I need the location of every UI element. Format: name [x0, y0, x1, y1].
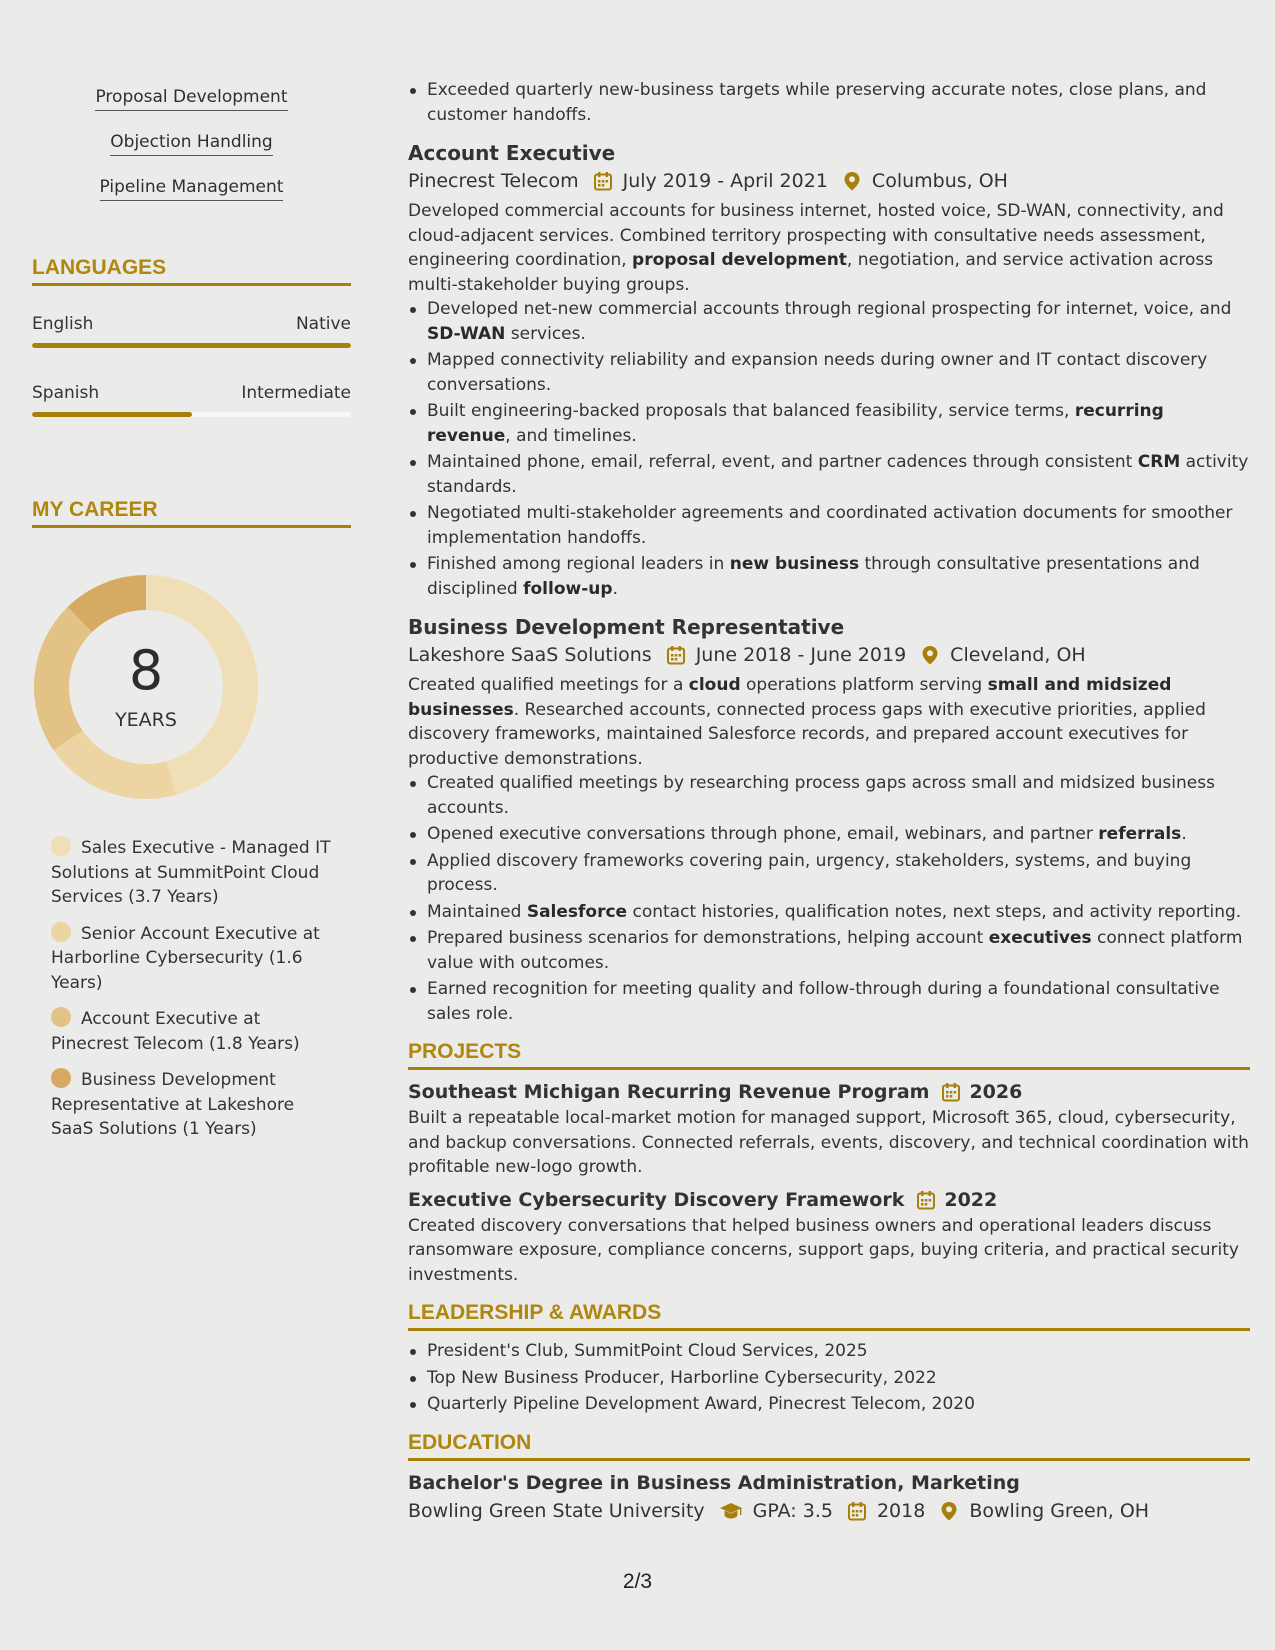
skill-item: Proposal Development: [95, 86, 287, 111]
language-bar: [32, 412, 351, 417]
bullet-item: Mapped connectivity reliability and expansion needs during owner and IT contact discovery conversations.: [408, 348, 1250, 397]
education-meta: [408, 1497, 1250, 1525]
education-heading: EDUCATION: [408, 1431, 1250, 1461]
job-summary: Developed commercial accounts for business internet, hosted voice, SD-WAN, connectivity, and cloud-adjacent services. Combined territory prospecting with consultative needs assessment, engineering coordination, proposal development, negotiation, and service activation across multi-stakeholder buying groups.: [408, 201, 1224, 295]
award-item: President's Club, SummitPoint Cloud Services, 2025: [408, 1339, 1250, 1364]
job-title: Account Executive: [408, 141, 616, 165]
legend-label: Account Executive at Pinecrest Telecom (1.8 Years): [51, 1009, 300, 1054]
project-item: [408, 1186, 1250, 1288]
donut-segment: [54, 731, 176, 799]
job-summary: Created qualified meetings for a cloud operations platform serving small and midsized businesses. Researched accounts, connected process gaps with executive priorities, applied discovery frameworks, maintained Salesforce records, and prepared account executives for productive demonstrations.: [408, 675, 1206, 769]
language-level: Native: [295, 314, 351, 334]
legend-dot: [51, 1068, 71, 1088]
job-meta: [408, 641, 1250, 669]
language-bar-fill: [32, 343, 351, 348]
language-english: [32, 314, 351, 348]
calendar-icon: [941, 1082, 961, 1102]
legend-dot: [51, 922, 71, 942]
education-degree: Bachelor's Degree in Business Administration, Marketing: [408, 1471, 1020, 1494]
bullet-item: Applied discovery frameworks covering pain, urgency, stakeholders, systems, and buying process.: [408, 849, 1250, 898]
job-bullets: [408, 297, 1250, 601]
education-location: Bowling Green, OH: [969, 1499, 1150, 1522]
legend-dot: [51, 836, 71, 856]
legend-label: Senior Account Executive at Harborline Cybersecurity (1.6 Years): [51, 923, 320, 993]
job-title: Business Development Representative: [408, 615, 845, 639]
bullet-item: Exceeded quarterly new-business targets while preserving accurate notes, close plans, and customer handoffs.: [408, 78, 1250, 127]
bullet-item: Earned recognition for meeting quality and follow-through during a foundational consultative sales role.: [408, 977, 1250, 1026]
previous-job-bullets: [408, 78, 1250, 127]
calendar-icon: [593, 171, 613, 191]
language-name: English: [32, 314, 94, 334]
calendar-icon: [916, 1190, 936, 1210]
page-number: 2/3: [622, 1570, 653, 1593]
right-column: [408, 78, 1250, 1529]
bullet-item: Opened executive conversations through phone, email, webinars, and partner referrals.: [408, 822, 1250, 847]
career-total-unit: YEARS: [115, 709, 177, 731]
language-bar: [32, 343, 351, 348]
job-dates: June 2018 - June 2019: [695, 644, 907, 666]
job-dates: July 2019 - April 2021: [622, 170, 828, 192]
career-total-years: 8: [128, 639, 164, 702]
bullet-item: Developed net-new commercial accounts through regional prospecting for internet, voice, and SD-WAN services.: [408, 297, 1250, 346]
language-bar-fill: [32, 412, 192, 417]
project-year: 2026: [969, 1081, 1023, 1103]
legend-item: [51, 836, 341, 910]
legend-item: [51, 1007, 341, 1056]
calendar-icon: [666, 645, 686, 665]
language-name: Spanish: [32, 383, 100, 403]
skills-list: [32, 86, 351, 221]
education-year: 2018: [876, 1499, 926, 1522]
career-heading: MY CAREER: [32, 498, 351, 528]
bullet-item: Created qualified meetings by researching process gaps across small and midsized business accounts.: [408, 771, 1250, 820]
project-year: 2022: [944, 1188, 998, 1211]
project-name: Executive Cybersecurity Discovery Framework: [408, 1188, 905, 1211]
legend-label: Sales Executive - Managed IT Solutions at SummitPoint Cloud Services (3.7 Years): [51, 838, 331, 907]
legend-label: Business Development Representative at Lakeshore SaaS Solutions (1 Years): [51, 1070, 295, 1139]
bullet-item: Maintained Salesforce contact histories, qualification notes, next steps, and activity reporting.: [408, 900, 1250, 925]
legend-item: [51, 1068, 341, 1142]
skill-item: Pipeline Management: [100, 176, 284, 201]
project-name: Southeast Michigan Recurring Revenue Program: [408, 1081, 930, 1103]
awards-list: [408, 1339, 1250, 1417]
awards-heading: LEADERSHIP & AWARDS: [408, 1301, 1250, 1331]
job-bullets: [408, 771, 1250, 1026]
job-location: Columbus, OH: [871, 170, 1008, 192]
map-pin-icon: [842, 171, 862, 191]
languages-heading: LANGUAGES: [32, 256, 351, 286]
graduation-cap-icon: [719, 1501, 743, 1521]
job-company: Pinecrest Telecom: [408, 170, 579, 192]
career-donut-chart: [34, 575, 258, 799]
project-description: Built a repeatable local-market motion for managed support, Microsoft 365, cloud, cybersecurity, and backup conversations. Connected referrals, events, discovery, and technical coordination with profitable new-logo growth.: [408, 1108, 1249, 1177]
education-gpa: GPA: 3.5: [752, 1499, 833, 1522]
calendar-icon: [847, 1501, 867, 1521]
award-item: Quarterly Pipeline Development Award, Pinecrest Telecom, 2020: [408, 1392, 1250, 1417]
bullet-item: Maintained phone, email, referral, event, and partner cadences through consistent CRM activity standards.: [408, 450, 1250, 499]
bullet-item: Negotiated multi-stakeholder agreements and coordinated activation documents for smoother implementation handoffs.: [408, 501, 1250, 550]
career-legend: [51, 836, 341, 1154]
legend-dot: [51, 1007, 71, 1027]
job-meta: [408, 167, 1250, 195]
project-item: [408, 1078, 1250, 1180]
bullet-item: Prepared business scenarios for demonstrations, helping account executives connect platform value with outcomes.: [408, 926, 1250, 975]
language-level: Intermediate: [241, 383, 351, 403]
legend-item: [51, 922, 341, 996]
projects-heading: PROJECTS: [408, 1040, 1250, 1070]
language-spanish: [32, 383, 351, 417]
bullet-item: Finished among regional leaders in new business through consultative presentations and disciplined follow-up.: [408, 552, 1250, 601]
skill-item: Objection Handling: [110, 131, 272, 156]
map-pin-icon: [939, 1501, 959, 1521]
education-school: Bowling Green State University: [408, 1499, 705, 1522]
map-pin-icon: [920, 645, 940, 665]
bullet-item: Built engineering-backed proposals that balanced feasibility, service terms, recurring revenue, and timelines.: [408, 399, 1250, 448]
job-location: Cleveland, OH: [950, 644, 1086, 666]
job-company: Lakeshore SaaS Solutions: [408, 644, 652, 666]
project-description: Created discovery conversations that helped business owners and operational leaders discuss ransomware exposure, compliance concerns, support gaps, buying criteria, and practical security investments.: [408, 1215, 1239, 1285]
award-item: Top New Business Producer, Harborline Cybersecurity, 2022: [408, 1366, 1250, 1391]
